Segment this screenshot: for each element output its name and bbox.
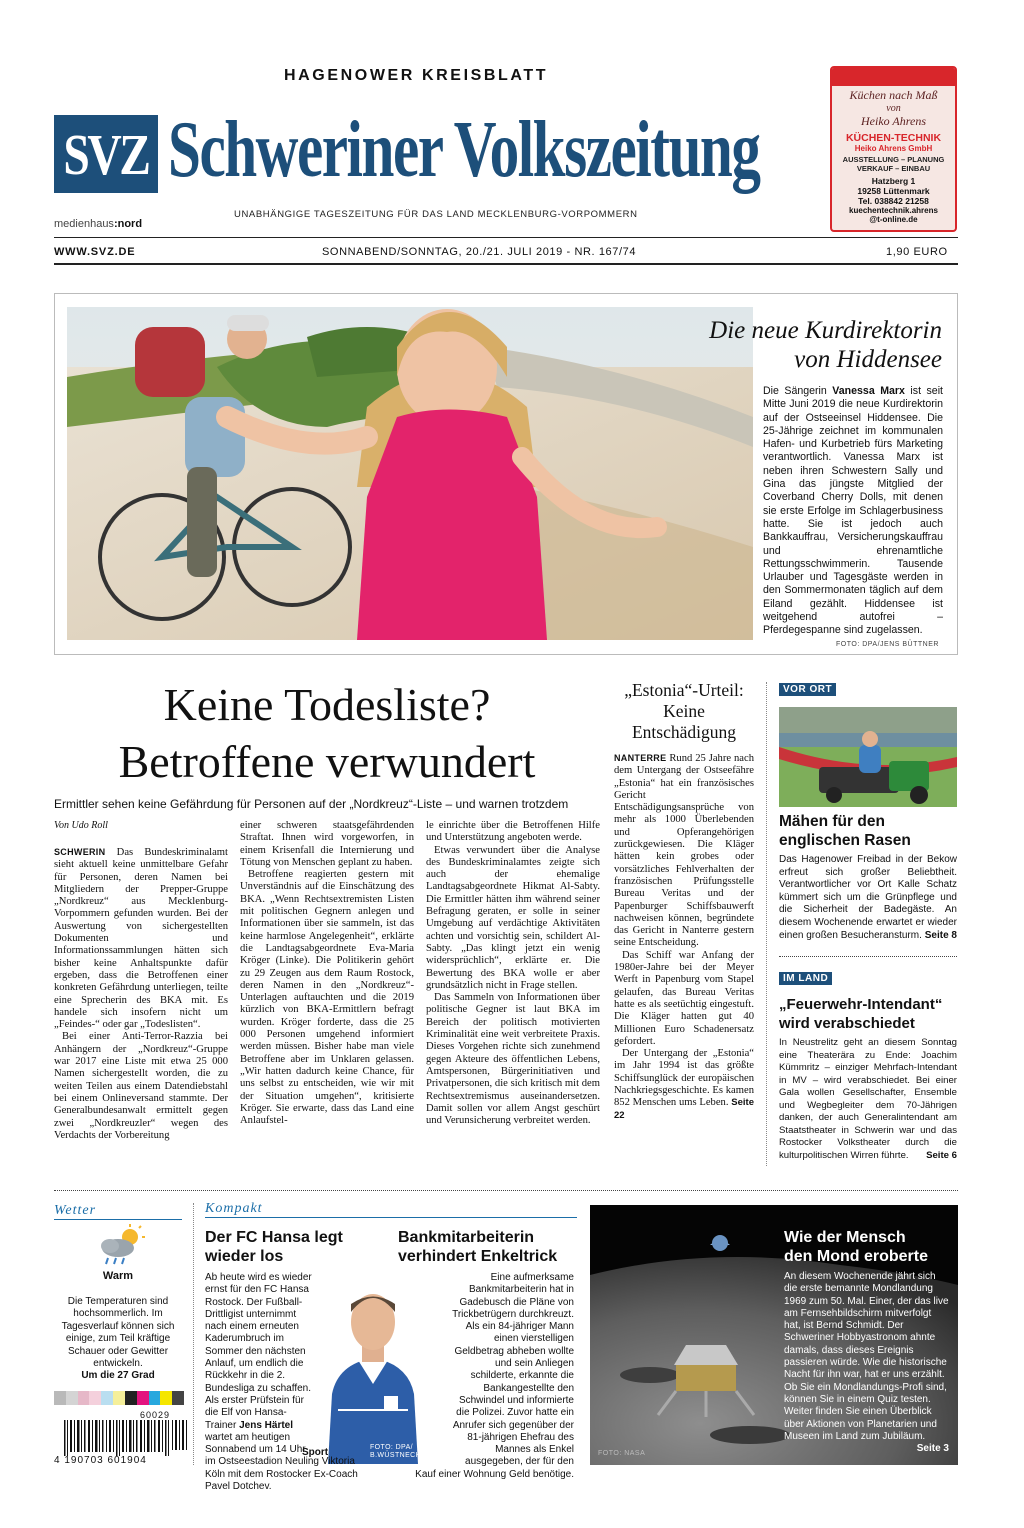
estonia-dateline: NANTERRE xyxy=(614,753,667,763)
hansa-headline-1: Der FC Hansa legt xyxy=(205,1229,343,1246)
estonia-body-second: Das Schiff war Anfang der 1980er-Jahre bei der Meyer Werft in Papenburg vom Stapel gelaufen, das Bureau Veritas hatte es als seetüchtig eingestuft. Die Kläger hatten gut 40 Millionen Euro Schadenersatz gefordert. xyxy=(614,949,754,1047)
vor-ort-body xyxy=(779,854,957,942)
price: 1,90 EURO xyxy=(886,246,948,258)
vor-ort-headline xyxy=(779,812,957,850)
im-land-headline xyxy=(779,995,957,1033)
hansa-photo-credit-1: FOTO: DPA/ xyxy=(370,1444,414,1451)
beach-scene-image xyxy=(67,307,753,640)
weather-bold-line: Um die 27 Grad xyxy=(81,1370,155,1382)
svz-logo-text: SVZ xyxy=(63,121,149,187)
estonia-body-third: Der Untergang der „Estonia“ im Jahr 1994 ist das größte Schiffsunglück der europäischen Nachkriegsgeschichte. Es kamen 852 Menschen ums Leben. xyxy=(614,1048,754,1109)
moon-headline-2: den Mond eroberte xyxy=(784,1248,929,1265)
lead-byline: Von Udo Roll xyxy=(54,820,108,831)
bank-headline xyxy=(398,1228,578,1266)
newspaper-title: Schweriner Volkszeitung xyxy=(168,106,760,194)
weather-kicker: Wetter xyxy=(54,1203,182,1220)
vor-ort-headline-1: Mähen für den xyxy=(779,813,885,830)
bottom-section-divider xyxy=(54,1190,958,1191)
vor-ort-headline-2: englischen Rasen xyxy=(779,832,911,849)
barcode-bottom-digits: 4 190703 601904 xyxy=(54,1455,147,1466)
publisher-post: nord xyxy=(117,218,143,230)
bank-body xyxy=(398,1272,574,1481)
lead-col2-first: einer schweren staatsgefährdenden Straftat. Ihnen wird vorgeworfen, in einem Krisenfall die Internierung und Tötung von Menschen geplant zu haben. xyxy=(240,820,414,868)
lead-headline-2: Betroffene verwundert xyxy=(118,736,536,787)
lead-subhead: Ermittler sehen keine Gefährdung für Personen auf der „Nordkreuz“-Liste – und warnen trotzdem xyxy=(54,797,569,811)
lead-column-3 xyxy=(426,820,600,1127)
lead-column-2 xyxy=(240,820,414,1127)
ad-script-1: Küchen nach Maß xyxy=(849,88,938,102)
ad-services-2: VERKAUF – EINBAU xyxy=(856,164,931,173)
hansa-body-name: Jens Härtel xyxy=(239,1419,294,1431)
feature-headline xyxy=(700,316,942,374)
estonia-headline-1: „Estonia“-Urteil: xyxy=(624,680,744,700)
ad-company-sub: Heiko Ahrens GmbH xyxy=(854,144,933,153)
moon-body xyxy=(784,1271,949,1455)
kompakt-kicker: Kompakt xyxy=(205,1201,577,1218)
im-land-headline-1: „Feuerwehr-Intendant“ xyxy=(779,996,943,1013)
masthead-rule-bottom xyxy=(54,263,958,265)
weather-divider xyxy=(193,1203,194,1465)
hansa-headline xyxy=(205,1228,385,1266)
moon-page-ref[interactable]: Seite 3 xyxy=(916,1443,949,1455)
feature-body xyxy=(763,385,943,638)
feature-body-post: ist seit Mitte Juni 2019 die neue Kurdirektorin auf der Ostseeinsel Hiddensee. Die 25-Jährige zeichnet im kommunalen Hafen- und Kurbetrieb fürs Marketing verantwortlich. Vanessa Marx ist neben ihren Schwestern Sally und Gina das jüngste Mitglied der Coverband Cherry Dolls, mit denen sie erste Erfolge im Schlagerbusiness hatte. Sie ist jedoch auch Bankkauffrau, Versicherungskauffrau und ehrenamtliche Rettungsschwimmerin. Tausende Urlauber und Tagesgäste werden in den Sommermonaten täglich auf dem Eiland gezählt. Hiddensee ist weitgehend autofrei – Pferdegespanne sind zugelassen. xyxy=(763,385,943,637)
dateline: SONNABEND/SONNTAG, 20./21. JULI 2019 - NR. 167/74 xyxy=(322,246,637,258)
hansa-section-ref[interactable]: Sport xyxy=(302,1447,329,1458)
lead-headline xyxy=(54,676,600,790)
publisher-logo: medienhaus:nord xyxy=(54,218,143,230)
website: WWW.SVZ.DE xyxy=(54,246,136,258)
tagline: UNABHÄNGIGE TAGESZEITUNG FÜR DAS LAND MECKLENBURG-VORPOMMERN xyxy=(234,209,638,220)
lead-column-1 xyxy=(54,846,228,1142)
lead-col1-second: Bei einer Anti-Terror-Razzia bei Anhängern der „Nordkreuz“-Gruppe war 2017 eine Liste mit etwa 25 000 Namen sichergestellt worden, die zu weiten Teilen aus einem Datendiebstahl bei einem Onlineversand stammte. Der Generalbundesanwalt ermittelt gegen zwei „Nordkreuzler“ wegen des Verdachts der Vorbereitung xyxy=(54,1031,228,1141)
hansa-body-first: Ab heute wird es wieder ernst für den FC Hansa Rostock. Der Fußball-Drittligist unternimmt nach einem erneuten Kaderumbruch im Sommer den nächsten Anlauf, um endlich die Rückkehr in die 2. Bundesliga zu schaffen. Als erster Prüfstein für die Elf von Hansa-Trainer xyxy=(205,1272,312,1431)
bank-body-text: Eine aufmerksame Bankmitarbeiterin hat in Gadebusch die Pläne von Trickbetrügern durchkreuzt. Als ein 84-jähriger Mann einen vierstelligen Geldbetrag abheben wollte und sein Anliegen schilderte, erkannte die Bankangestellte den Schwindel und informierte die Polizei. Zuvor hatte ein Anrufer sich gegenüber der 81-jährigen Ehefrau des Mannes als Enkel ausgegeben, der für den Kauf einer Wohnung Geld benötige. xyxy=(415,1272,574,1480)
hansa-headline-2: wieder los xyxy=(205,1248,284,1265)
weather-icon xyxy=(96,1224,148,1268)
ad-script-3: Heiko Ahrens xyxy=(861,114,926,128)
vor-ort-page-ref[interactable]: Seite 8 xyxy=(924,929,957,941)
lead-col2-second: Betroffene reagierten gestern mit Unverständnis auf die Einschätzung des BKA. „Wenn Rechtsextremisten Listen mit politischen Gegnern anlegen und Informationen über sie sammeln, ist das keine harmlose Angelegenheit“, erklärte die Landtagsabgeordnete Eva-Maria Kröger (Linke). Die Politikerin gehört zu 29 Zeugen aus dem Raum Rostock, deren Namen in den „Nordkreuz“-Unterlagen auftauchten und die 2019 kürzlich von BKA-Ermittlern befragt wurden. Kröger forderte, dass die 25 000 Personen umgehend informiert werden müssen. Bisher habe man viele Betroffene aber im Unklaren gelassen. „Wir hatten dadurch keine Chance, für uns selbst zu entscheiden, wie wir mit der Situation umgehen“, kritisierte Kröger. Sie erwarte, dass das Land eine Anlaufstel- xyxy=(240,869,414,1127)
feature-body-name: Vanessa Marx xyxy=(832,385,905,397)
ad-address-1: Hatzberg 1 xyxy=(871,176,916,186)
svz-logo[interactable] xyxy=(54,115,158,193)
ad-services-1: AUSSTELLUNG – PLANUNG xyxy=(842,155,945,164)
ad-company: KÜCHEN-TECHNIK xyxy=(845,132,942,144)
moon-headline-1: Wie der Mensch xyxy=(784,1229,906,1246)
hansa-body-post: wartet am heutigen Sonnabend um 14 Uhr im Ostseestadion Neuling Viktoria Köln mit dem Rostocker Ex-Coach Pavel Dotchev. xyxy=(205,1431,358,1493)
feature-photo[interactable] xyxy=(67,307,753,640)
kitchen-ad[interactable] xyxy=(830,66,957,232)
bank-headline-2: verhindert Enkeltrick xyxy=(398,1248,558,1265)
hansa-photo-credit-2: B.WÜSTNECK xyxy=(370,1452,421,1459)
estonia-body xyxy=(614,752,754,1122)
weather-condition: Warm xyxy=(102,1270,134,1282)
feature-body-pre: Die Sängerin xyxy=(763,385,833,397)
ad-address-2: 19258 Lüttenmark xyxy=(857,186,930,196)
moon-headline xyxy=(784,1228,954,1266)
weather-body-text: Die Temperaturen sind hochsommerlich. Im Tagesverlauf können sich einige, zum Teil kräftige Schauer oder Gewitter entwickeln. xyxy=(61,1296,175,1370)
estonia-headline-3: Entschädigung xyxy=(631,722,736,742)
estonia-headline xyxy=(614,680,754,743)
lead-col3-first: le einrichte über die Betroffenen Hilfe und Unterstützung angeboten werde. xyxy=(426,820,600,844)
feature-photo-credit: FOTO: DPA/JENS BÜTTNER xyxy=(836,641,939,648)
bank-headline-1: Bankmitarbeiterin xyxy=(398,1229,535,1246)
hansa-body xyxy=(205,1272,375,1493)
publisher-pre: medienhaus xyxy=(54,218,114,230)
lead-dateline: SCHWERIN xyxy=(54,847,106,857)
feature-headline-2: von Hiddensee xyxy=(794,346,942,373)
lawn-mower-image xyxy=(779,707,957,807)
im-land-headline-2: wird verabschiedet xyxy=(779,1015,915,1032)
vor-ort-body-text: Das Hagenower Freibad in der Bekow erfreut sich großer Beliebtheit. Verantwortlicher vor Ort Kalle Schatz kümmert sich um die Grünpflege und die Sicherheit der Badegäste. An diesem Wochenende erwartet er wieder einen großen Besucheransturm. xyxy=(779,854,957,941)
feature-headline-1: Die neue Kurdirektorin xyxy=(709,317,942,344)
lead-col3-second: Etwas verwundert über die Analyse des Bundeskriminalamtes zeigte sich auch der ehemalige Landtagsabgeordnete Hikmat Al-Sabty. Die Ermittler hätten ihm während seiner Befragung geraten, er solle in seiner Umgebung auf verdächtige Aktivitäten achten und vorsichtig sein, schildert Al-Sabty. „Das klingt jetzt ein wenig widersprüchlich“, erklärte er. Die Bewertung des BKA wolle er aber grundsätzlich nicht in Frage stellen. xyxy=(426,844,600,991)
estonia-body-first: Rund 25 Jahre nach dem Untergang der Ostseefähre „Estonia“ hat ein französisches Gericht Entschädigungsansprüche von mehr als 1000 Überlebenden und Opferangehörigen zurückgewiesen. Die Kläger hätten kein grobes oder vorsätzliches Fehlverhalten der französischen Prüfungsstelle Bureau Veritas und der Papenburger Schiffsbauwerft nachweisen können, begründete das Gericht in Nanterre gestern seine Entscheidung. xyxy=(614,753,754,949)
ad-email-2: @t-online.de xyxy=(869,215,918,224)
vor-ort-photo[interactable] xyxy=(779,707,957,807)
ad-phone: Tel. 038842 21258 xyxy=(858,196,929,206)
im-land-body xyxy=(779,1037,957,1162)
vor-ort-divider xyxy=(779,956,957,957)
barcode-top-digits: 60029 xyxy=(140,1410,171,1420)
ad-email-1: kuechentechnik.ahrens xyxy=(849,206,938,215)
weather-body xyxy=(54,1296,182,1383)
right-column-divider xyxy=(766,682,767,1166)
im-land-body-text: In Neustrelitz geht an diesem Sonntag eine Theaterära zu Ende: Joachim Kümmritz – einziger Mehrfach-Intendant in MV – wird verabschiedet. Bei einer Gala wollen Gesellschafter, Ensemble und Wegbegleiter dem 70-Jährigen danken, der auch Generalintendant am Staatstheater in Schwerin war und das Rostocker Volkstheater durch die kulturpolitischen Wirren führte. xyxy=(779,1037,957,1161)
barcode xyxy=(62,1420,190,1456)
lead-col1-first: Das Bundeskriminalamt sieht aktuell keine unmittelbare Gefahr für Personen, deren Namen bei Mitgliedern der Prepper-Gruppe „Nordkreuz“ aus Mecklenburg-Vorpommern gefunden wurden. Bei der Auswertung von sichergestellten Dokumenten und Informationssammlungen hätten sich bisher keine Anhaltspunkte dafür ergeben, dass die Betroffenen einer konkreten Gefährdung unterliegen, teilte eine Sprecherin des BKA mit. Es handele sich insofern nicht um „Feindes-“ oder gar „Todeslisten“. xyxy=(54,847,228,1031)
estonia-page-ref[interactable]: Seite 22 xyxy=(614,1097,754,1121)
print-color-bars xyxy=(54,1391,184,1405)
masthead-rule-top xyxy=(54,237,958,238)
moon-body-text: An diesem Wochenende jährt sich die erste bemannte Mondlandung 1969 zum 50. Mal. Einer, der das live am Fernsehbildschirm mitverfolgt hat, ist Bernd Schmidt. Der Schweriner Hobbyastronom ahnte damals, dass dieses Ereignis passieren würde. Wie die historische Nacht für ihn war, hat er uns erzählt. Ob Sie ein Mondlandungs-Profi sind, können Sie in einem Quiz testen. Weiter finden Sie einen Überblick über Aktionen von Planetarien und Museen im Land zum Jubiläum. xyxy=(784,1271,949,1442)
vor-ort-tag: VOR ORT xyxy=(779,683,836,696)
edition-name: HAGENOWER KREISBLATT xyxy=(284,67,549,84)
ad-script-2: von xyxy=(886,103,901,114)
moon-photo-credit: FOTO: NASA xyxy=(598,1450,646,1457)
lead-headline-1: Keine Todesliste? xyxy=(163,679,491,730)
im-land-page-ref[interactable]: Seite 6 xyxy=(926,1149,957,1161)
lead-col3-third: Das Sammeln von Informationen über politische Gegner ist laut BKA im Bereich der politisch motivierten Kriminalität eine weit verbreitete Praxis. Dieses Vorgehen richte sich zunehmend gegen Akteure des öffentlichen Lebens, Amtspersonen, Bürgerinitiativen und Privatpersonen, die sich kritisch mit dem Rechtsextremismus auseinandersetzen. Damit sollen vor allem Angst geschürt und Verunsicherung verbreitet werden. xyxy=(426,992,600,1127)
im-land-tag: IM LAND xyxy=(779,972,832,985)
estonia-headline-2: Keine xyxy=(663,701,705,721)
